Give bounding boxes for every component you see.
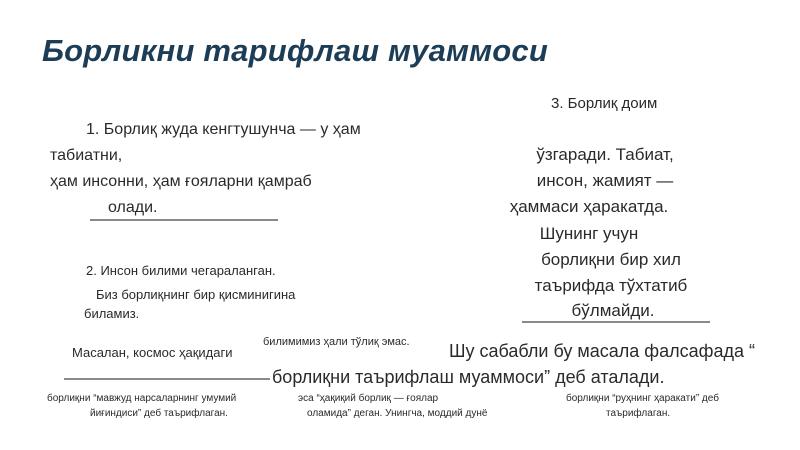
definition-2-line-1: эса “ҳақиқий борлиқ — ғоялар [298, 393, 439, 404]
point-2-line-1: 2. Инсон билими чегараланган. [86, 263, 276, 278]
conclusion-line-2: борлиқни таърифлаш муаммоси” деб аталади. [272, 367, 665, 387]
point-3-line-3: инсон, жамият — [536, 171, 674, 190]
point-1-line-1: 1. Борлиқ жуда кенгтушунча — у ҳам [86, 121, 361, 138]
slide-title: Борликни тарифлаш муаммоси [42, 33, 549, 68]
point-3-line-1: 3. Борлиқ доим [551, 95, 658, 112]
definition-3-line-2: таърифлаган. [606, 408, 671, 419]
example-text-mid: билимимиз ҳали тўлиқ эмас. [263, 336, 410, 348]
divider-line [64, 378, 270, 380]
example-text-start: Масалан, космос ҳақидаги [72, 345, 233, 360]
conclusion-line-1: Шу сабабли бу масала фалсафада “ [449, 341, 755, 361]
point-1-line-3: ҳам инсонни, ҳам ғояларни қамраб [50, 173, 312, 190]
point-3-line-2: ўзгаради. Табиат, [536, 145, 674, 164]
point-3-line-8: бўлмайди. [571, 301, 655, 320]
point-3-line-5: Шунинг учун [539, 224, 639, 243]
definition-1-line-2: йиғиндиси” деб таърифлаган. [90, 408, 228, 419]
point-2-line-2: Биз борлиқнинг бир қисминигина [96, 287, 296, 302]
divider-line [90, 219, 278, 221]
definition-3-line-1: борлиқни “руҳнинг ҳаракати” деб [566, 393, 719, 404]
point-3-line-6: борлиқни бир хил [541, 250, 681, 269]
point-3-line-4: ҳаммаси ҳаракатда. [509, 197, 669, 216]
point-2-line-3: биламиз. [84, 306, 140, 321]
definition-1-line-1: борлиқни “мавжуд нарсаларнинг умумий [47, 393, 237, 404]
definition-2-line-2: оламида” деган. Унингча, моддий дунё [307, 408, 488, 419]
divider-line [522, 321, 710, 323]
point-3-line-7: таърифда тўхтатиб [534, 276, 688, 295]
point-1-line-4: олади. [108, 199, 158, 216]
point-1-line-2: табиатни, [50, 147, 123, 164]
